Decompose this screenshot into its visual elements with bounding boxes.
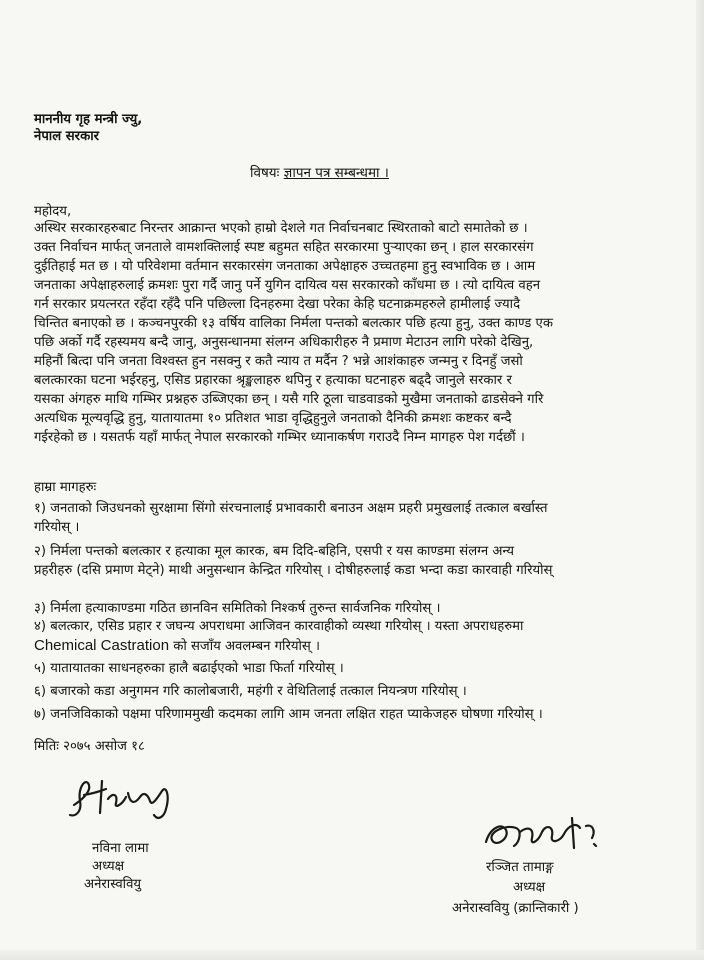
demands-heading: हाम्रा मागहरुः	[34, 480, 97, 495]
demand-line: ५) यातायातका साधनहरुका हालै बढाईएको भाडा फिर्ता गरियोस् ।	[34, 661, 344, 676]
body-line: दुईतिहाई मत छ । यो परिवेशमा वर्तमान सरकारसंग जनताका अपेक्षाहरु उच्चतहमा हुनु स्वभाविक छ । आम	[34, 259, 536, 274]
right-signatory-title: अध्यक्ष	[513, 880, 546, 895]
demand-line: ६) बजारको कडा अनुगमन गरि कालोबजारी, महंगी र वेथितिलाई तत्काल नियन्त्रण गरियोस् ।	[34, 684, 467, 699]
demand-line	[34, 638, 320, 655]
left-signatory-org: अनेरास्ववियु	[84, 877, 142, 892]
right-signatory-name: रञ्जित तामाङ्ग	[486, 860, 554, 875]
body-line: चिन्तित बनाएको छ । कञ्चनपुरकी १३ वर्षिय वालिका निर्मला पन्तको बलत्कार पछि हत्या हुनु, उक्त काण्ड एक	[34, 316, 553, 331]
body-line: गर्न सरकार प्रयत्नरत रहँदा रहँदै पनि पछिल्ला दिनहरुमा देखा परेका केहि घटनाक्रमहरुले हामीलाई ज्यादै	[34, 297, 521, 312]
body-line: पछि अर्को गर्दै रहस्यमय बन्दै जानु, अनुसन्धानमा संलग्न अधिकारीहरु नै प्रमाण मेटाउन लागि परेको देखिनु,	[34, 335, 534, 350]
signature-right	[476, 808, 616, 868]
body-line: यसका अंगहरु माथि गम्भिर प्रश्नहरु उब्जिएका छन् । यसै गरि ठूला चाडवाडको मुखैमा जनताको ढाडसेक्ने गरि	[34, 392, 544, 407]
salutation: महोदय,	[34, 204, 72, 219]
demand-line: १) जनताको जिउधनको सुरक्षामा सिंगो संरचनालाई प्रभावकारी बनाउन अक्षम प्रहरी प्रमुखलाई तत्काल बर्खास्त	[34, 501, 548, 516]
demand-line: २) निर्मला पन्तको बलत्कार र हत्याका मूल कारक, बम दिदि-बहिनि, एसपी र यस काण्डमा संलग्न अन्य	[34, 544, 514, 559]
chemical-castration-term: Chemical Castration	[34, 637, 170, 654]
body-line: अत्यधिक मूल्यवृद्धि हुनु, यातायातमा १० प्रतिशत भाडा वृद्धिहुनुले जनताको दैनिकी क्रमशः कष्टकर बन्दै	[34, 411, 512, 426]
body-line: उक्त निर्वाचन मार्फत् जनताले वामशक्तिलाई स्पष्ट बहुमत सहित सरकारमा पुऱ्याएका छन् । हाल सरकारसंग	[34, 240, 534, 255]
body-line: जनताका अपेक्षाहरुलाई क्रमशः पुरा गर्दै जानु पर्ने युगिन दायित्व यस सरकारको काँधमा छ । त्यो दायित्व वहन	[34, 278, 541, 293]
subject-prefix: विषयः	[250, 165, 280, 181]
subject-text: ज्ञापन पत्र सम्बन्धमा ।	[283, 165, 389, 181]
scan-edge-bottom	[0, 950, 704, 960]
date-line: मितिः २०७५ असोज १८	[34, 739, 145, 754]
demand-line: ४) बलत्कार, एसिड प्रहार र जघन्य अपराधमा आजिवन कारवाहीको व्यस्था गरियोस् । यस्ता अपराधहरुमा	[34, 619, 524, 634]
body-line: अस्थिर सरकारहरुबाट निरन्तर आक्रान्त भएको हाम्रो देशले गत निर्वाचनबाट स्थिरताको बाटो समातेको छ ।	[34, 221, 528, 236]
left-signatory-title: अध्यक्ष	[92, 859, 125, 874]
body-line: महिनौं बित्दा पनि जनता विश्वस्त हुन नसक्नु र कतै न्याय त मर्दैन ? भन्ने आशंकाहरु जन्मनु र दिनहुँ जसो	[34, 354, 523, 369]
scan-edge-right	[696, 0, 704, 960]
demand-line: ३) निर्मला हत्याकाण्डमा गठित छानविन समितिको निश्कर्ष तुरुन्त सार्वजनिक गरियोस् ।	[34, 601, 441, 616]
body-line: गईरहेको छ । यसतर्फ यहाँ मार्फत् नेपाल सरकारको गम्भिर ध्यानाकर्षण गराउदै निम्न मागहरु पेश गर्दछौं ।	[34, 430, 525, 445]
left-signatory-name: नविना लामा	[92, 841, 149, 856]
demand-line: ७) जनजिविकाको पक्षमा परिणाममुखी कदमका लागि आम जनता लक्षित राहत प्याकेजहरु घोषणा गरियोस् ।	[34, 707, 543, 722]
body-line: बलत्कारका घटना भईरहनु, एसिड प्रहारका श्रृङ्खलाहरु थपिनु र हत्याका घटनाहरु बढ्दै जानुले सरकार र	[34, 373, 512, 388]
addressee-line-1: माननीय गृह मन्त्री ज्यु,	[34, 112, 143, 127]
subject-line	[250, 163, 389, 181]
demand-line: गरियोस् ।	[34, 520, 80, 535]
demand-4-continuation: को सजाँय अवलम्बन गरियोस् ।	[173, 639, 321, 654]
addressee-line-2: नेपाल सरकार	[34, 129, 100, 144]
demand-line: प्रहरीहरु (दसि प्रमाण मेट्ने) माथी अनुसन्धान केन्द्रित गरियोस् । दोषीहरुलाई कडा भन्दा कडा कारवाही गरियोस्	[34, 563, 553, 578]
right-signatory-org: अनेरास्ववियु (क्रान्तिकारी )	[452, 901, 579, 916]
signature-left	[66, 775, 196, 827]
